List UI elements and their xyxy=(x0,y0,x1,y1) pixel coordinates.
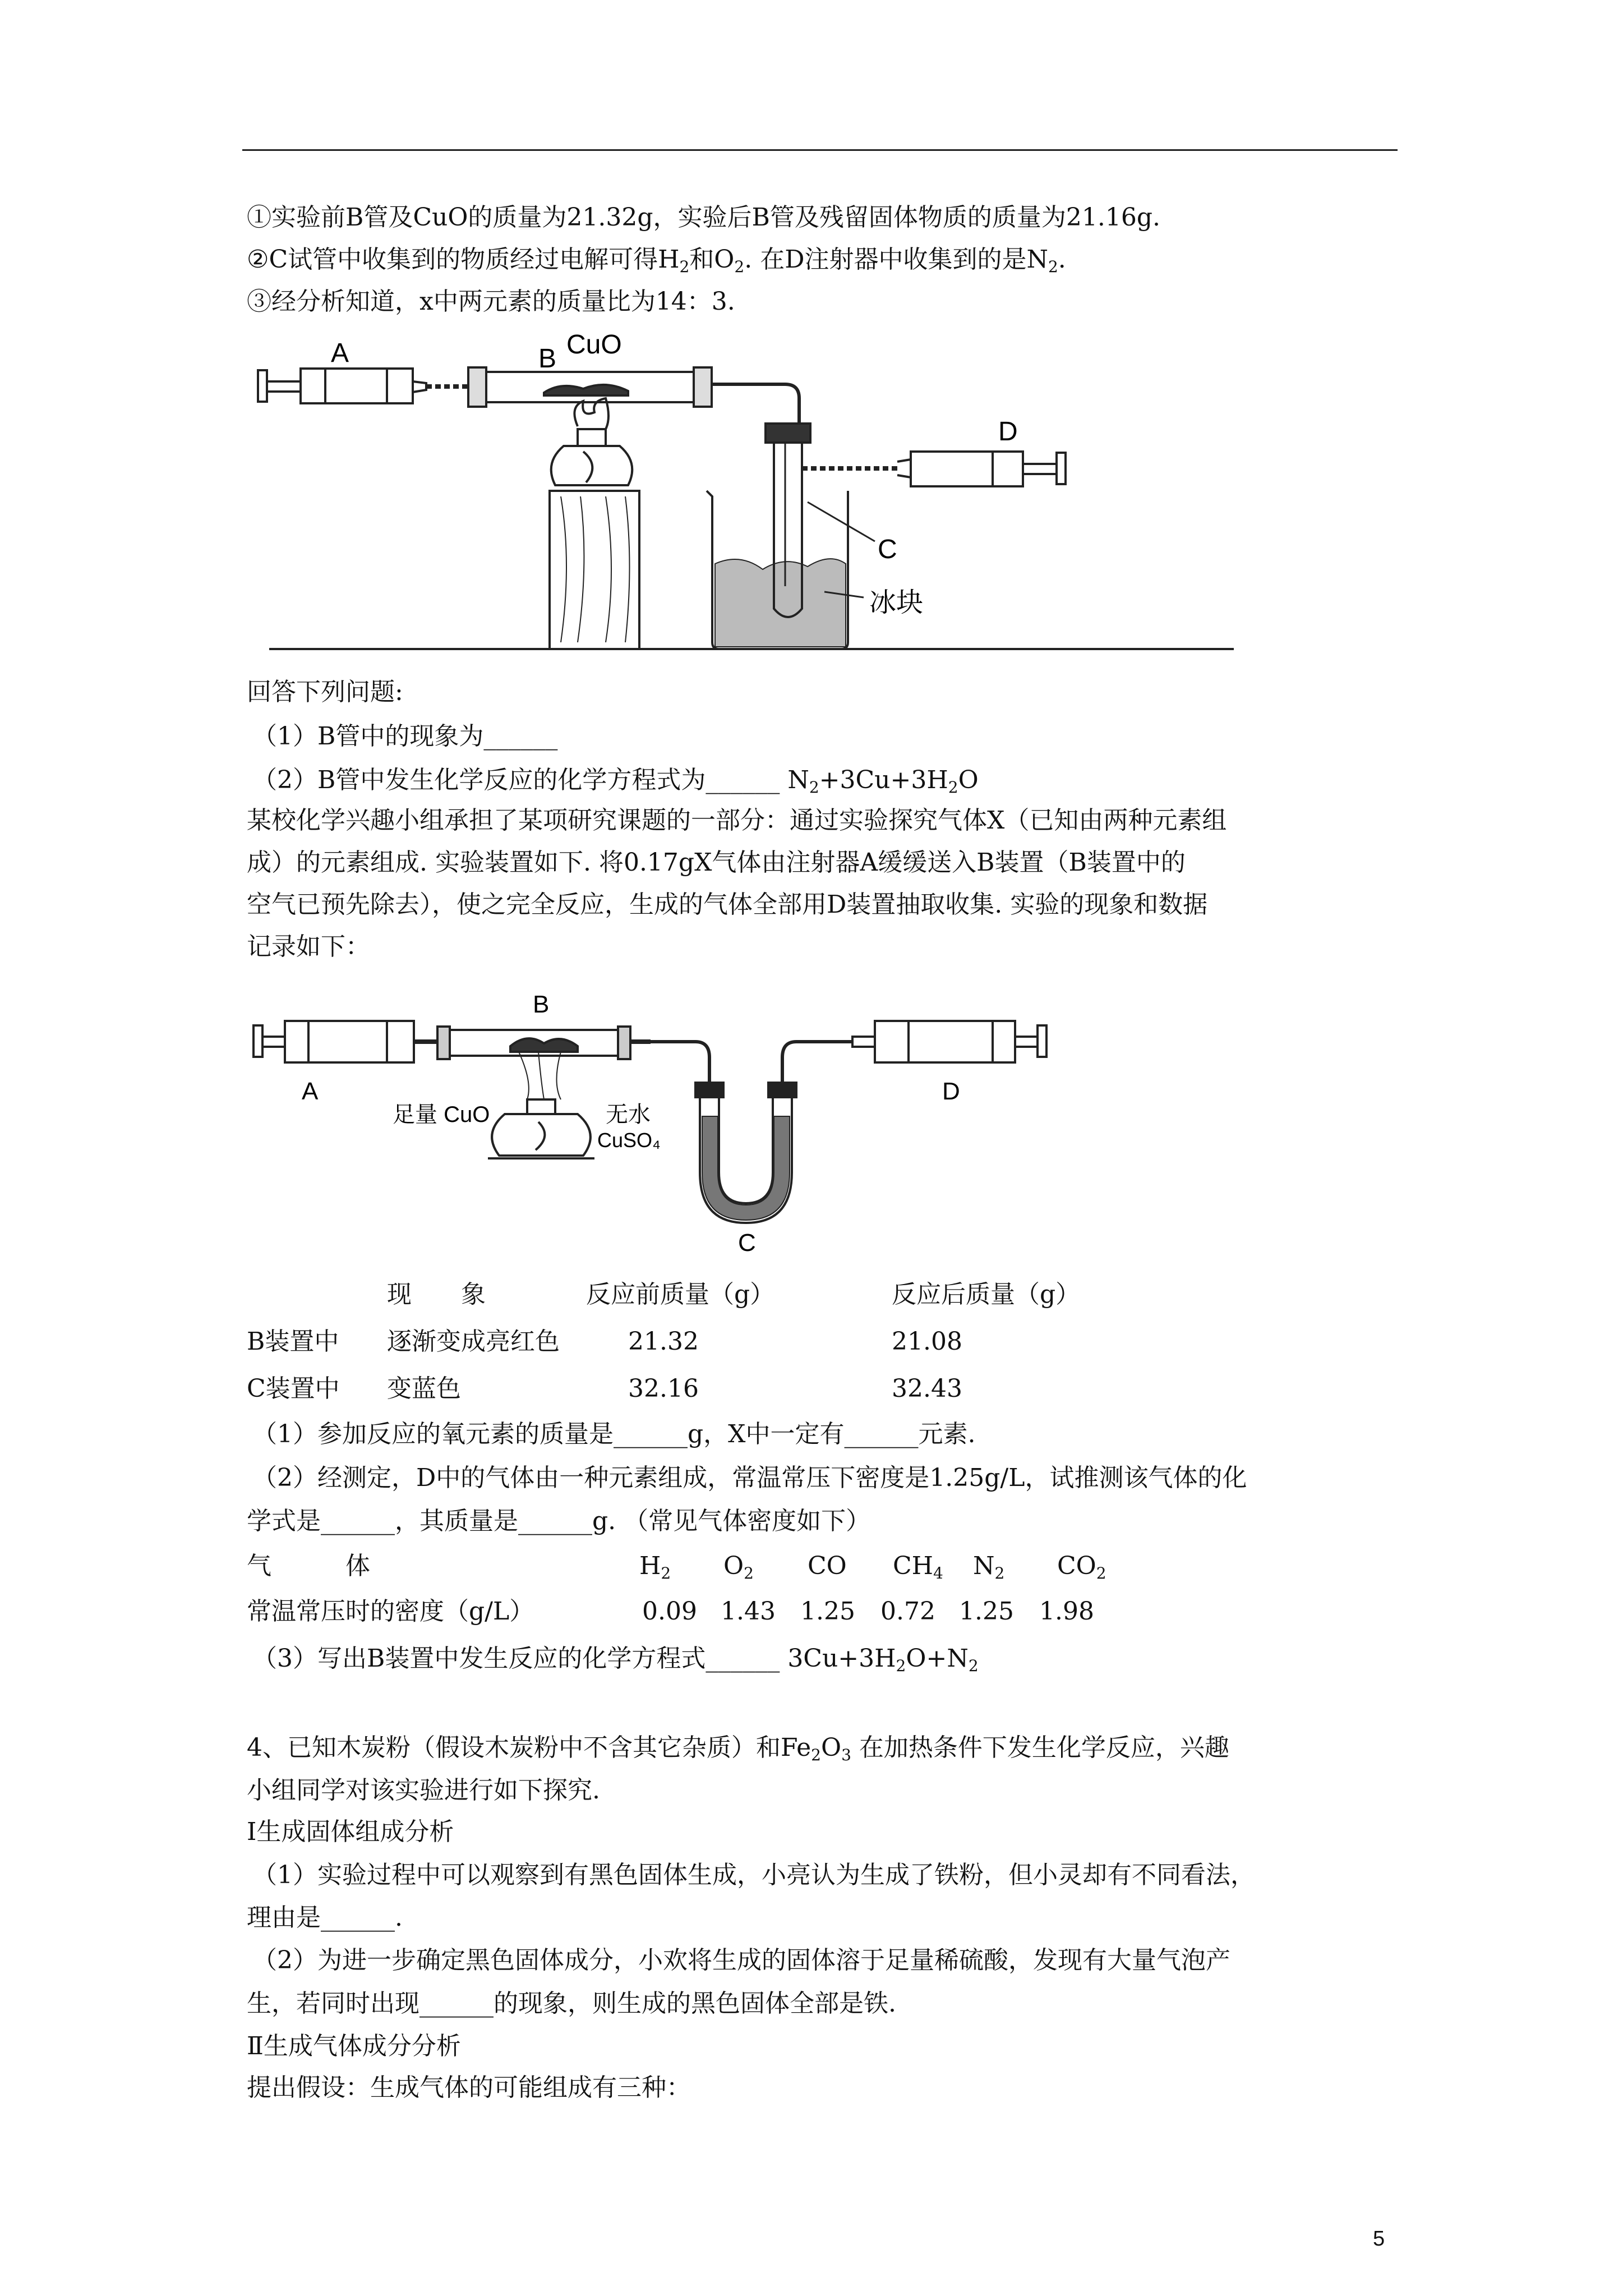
passage-line-2: 成）的元素组成. 实验装置如下. 将0.17gX气体由注射器A缓缓送入B装置（B装置中的 xyxy=(247,848,1186,877)
row-b-before: 21.32 xyxy=(628,1327,699,1356)
q4-section-2: Ⅱ生成气体成分分析 xyxy=(247,2032,461,2060)
fig2-label-c: C xyxy=(738,1229,756,1257)
q4-intro-2: 小组同学对该实验进行如下探究. xyxy=(247,1776,600,1805)
passage-line-1: 某校化学兴趣小组承担了某项研究课题的一部分：通过实验探究气体X（已知由两种元素组 xyxy=(247,806,1227,835)
q4-hypothesis: 提出假设：生成气体的可能组成有三种： xyxy=(247,2073,691,2102)
questions-intro: 回答下列问题: xyxy=(247,678,403,706)
q4-section-1: Ⅰ生成固体组成分析 xyxy=(247,1818,454,1846)
syringe-a xyxy=(258,369,426,403)
row-c-label: C装置中 xyxy=(247,1374,340,1403)
fig2-label-a: A xyxy=(302,1078,319,1105)
density-row2-label: 常温常压时的密度（g/L） xyxy=(247,1597,534,1626)
density-o2: 1.43 xyxy=(721,1597,776,1626)
passage-line-4: 记录如下： xyxy=(247,932,370,961)
apparatus-figure-1 xyxy=(247,328,1352,665)
passage-line-3: 空气已预先除去），使之完全反应，生成的气体全部用D装置抽取收集. 实验的现象和数据 xyxy=(247,890,1208,919)
gas-co: CO xyxy=(808,1552,847,1580)
syringe-a2 xyxy=(253,1021,414,1062)
question-2: （2）B管中发生化学反应的化学方程式为______ $N_2+3Cu+3H_2O$ xyxy=(252,766,979,797)
fig1-label-a: A xyxy=(331,338,349,368)
question-b2b: 学式是______，其质量是______g. （常见气体密度如下） xyxy=(247,1507,871,1535)
ice-beaker xyxy=(707,491,848,649)
header-rule xyxy=(242,149,1398,151)
row-b-label: B装置中 xyxy=(247,1327,339,1356)
q4-s1-q2b: 生，若同时出现______的现象，则生成的黑色固体全部是铁. xyxy=(247,1989,896,2018)
density-n2: 1.25 xyxy=(959,1597,1014,1626)
question-b3: （3）写出B装置中发生反应的化学方程式______ $3Cu+3H_2O+N_2$ xyxy=(252,1644,979,1675)
tube-b xyxy=(468,367,712,407)
fig2-label-d: D xyxy=(942,1078,960,1105)
row-c-phenomenon: 变蓝色 xyxy=(387,1374,461,1403)
fig2-label-cuso4: CuSO₄ xyxy=(597,1129,661,1152)
fig2-label-water: 无水 xyxy=(606,1102,651,1127)
row-c-before: 32.16 xyxy=(628,1374,699,1403)
gas-co2: $CO_2$ xyxy=(1057,1552,1106,1582)
row-c-after: 32.43 xyxy=(892,1374,962,1403)
row-b-phenomenon: 逐渐变成亮红色 xyxy=(387,1327,560,1356)
header-phenomenon: 现 象 xyxy=(387,1280,486,1309)
density-co: 1.25 xyxy=(800,1597,855,1626)
fig1-label-d: D xyxy=(998,417,1018,447)
fig1-label-b: B xyxy=(538,344,557,374)
header-before: 反应前质量（g） xyxy=(586,1280,775,1309)
syringe-d xyxy=(897,452,1066,486)
apparatus-figure-2 xyxy=(247,987,1077,1257)
syringe-d2 xyxy=(852,1021,1046,1062)
density-row1-label: 气 体 xyxy=(247,1552,370,1580)
density-co2: 1.98 xyxy=(1039,1597,1094,1626)
gas-n2: $N_2$ xyxy=(973,1552,1005,1582)
alcohol-lamp xyxy=(551,429,633,485)
question-1: （1）B管中的现象为______ xyxy=(252,722,558,751)
fig2-label-cuo: 足量 CuO xyxy=(393,1102,490,1127)
density-h2: 0.09 xyxy=(642,1597,697,1626)
data-line-1: ①实验前B管及CuO的质量为21.32g，实验后B管及残留固体物质的质量为21.16g. xyxy=(247,203,1160,232)
question-b1: （1）参加反应的氧元素的质量是______g，X中一定有______元素. xyxy=(252,1420,976,1448)
fig2-label-b: B xyxy=(533,991,550,1018)
burner-2 xyxy=(488,1099,594,1158)
question-b2a: （2）经测定，D中的气体由一种元素组成，常温常压下密度是1.25g/L，试推测该气体的化 xyxy=(252,1464,1247,1492)
row-b-after: 21.08 xyxy=(892,1327,962,1356)
q4-s1-q1a: （1）实验过程中可以观察到有黑色固体生成，小亮认为生成了铁粉，但小灵却有不同看法， xyxy=(252,1861,1255,1889)
u-tube-c xyxy=(695,1083,796,1223)
q4-s1-q2a: （2）为进一步确定黑色固体成分，小欢将生成的固体溶于足量稀硫酸，发现有大量气泡产 xyxy=(252,1946,1230,1975)
q4-intro-1: 4、已知木炭粉（假设木炭粉中不含其它杂质）和$Fe_2O_3$ 在加热条件下发生化学反应，兴趣 xyxy=(247,1733,1229,1764)
fig1-label-cuo: CuO xyxy=(566,330,622,360)
data-line-3: ③经分析知道，x中两元素的质量比为14：3. xyxy=(247,287,735,316)
wood-block xyxy=(550,491,639,649)
gas-ch4: $CH_4$ xyxy=(893,1552,943,1582)
header-after: 反应后质量（g） xyxy=(892,1280,1081,1309)
gas-o2: $O_2$ xyxy=(723,1552,754,1582)
page-number: 5 xyxy=(1373,2227,1385,2251)
gas-h2: $H_2$ xyxy=(639,1552,671,1582)
data-line-2: ②C试管中收集到的物质经过电解可得$H_2$和$O_2$. 在D注射器中收集到的是$N_2$. xyxy=(247,245,1066,276)
fig1-label-c: C xyxy=(878,535,897,564)
q4-s1-q1b: 理由是______. xyxy=(247,1903,403,1932)
tube-b2 xyxy=(437,1027,630,1099)
fig1-label-ice: 冰块 xyxy=(869,588,924,618)
density-ch4: 0.72 xyxy=(880,1597,935,1626)
